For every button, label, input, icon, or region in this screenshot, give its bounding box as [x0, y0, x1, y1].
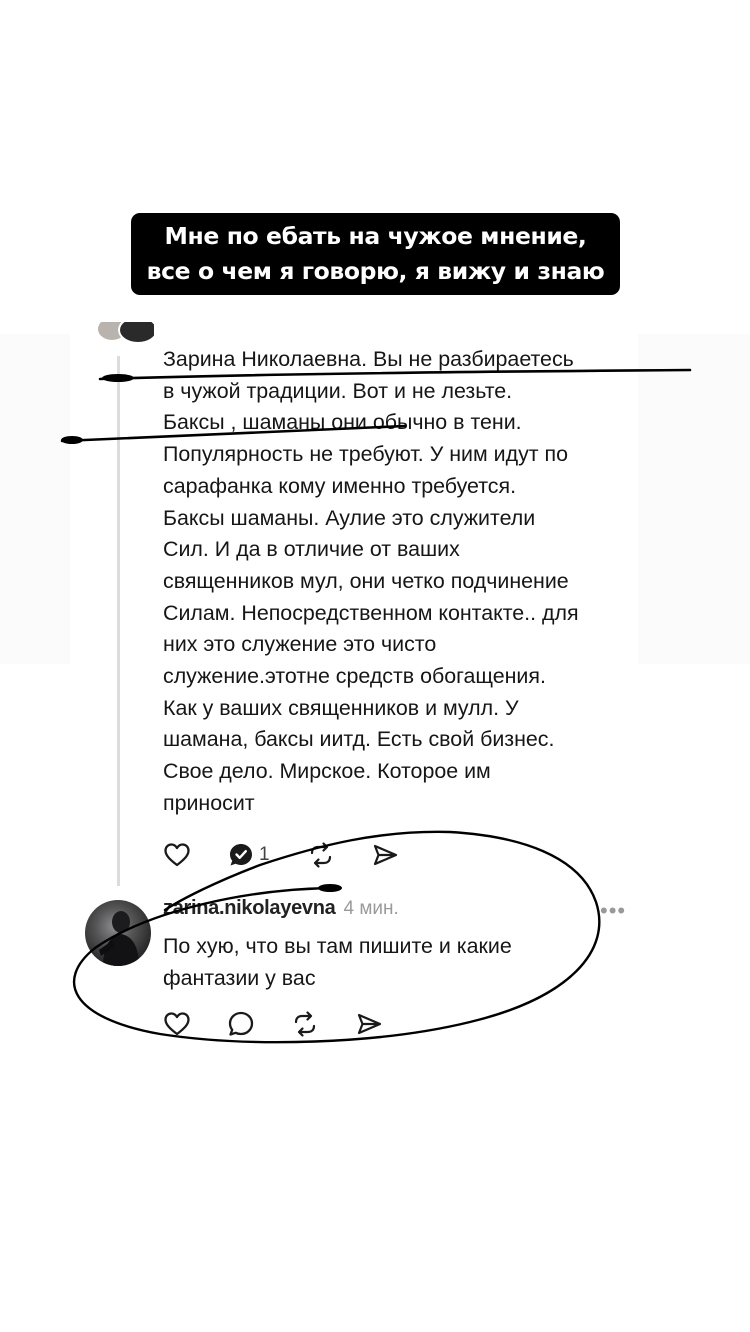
reply-header: [163, 897, 399, 920]
thread-connector-line: [117, 356, 120, 886]
comment-line: Свое дело. Мирское. Которое им: [163, 759, 491, 784]
comment-line: Баксы , шаманы они обычно в тени.: [163, 410, 522, 435]
send-icon[interactable]: [370, 840, 400, 870]
comment-line: Силам. Непосредственном контакте.. для: [163, 600, 579, 625]
reply-body: [163, 930, 593, 994]
comment-line: служение.этотне средств обогащения.: [163, 664, 546, 689]
reply-timestamp: 4 мин.: [343, 898, 399, 919]
send-icon[interactable]: [354, 1009, 384, 1039]
comment-line: шамана, баксы иитд. Есть свой бизнес.: [163, 727, 555, 752]
repost-icon[interactable]: [290, 1009, 320, 1039]
reply-line: фантазии у вас: [163, 966, 316, 990]
parent-avatar-cropped[interactable]: [98, 322, 154, 342]
reply-username[interactable]: zarina.nikolayevna: [163, 897, 336, 919]
comment-replied-icon[interactable]: [226, 840, 256, 870]
more-options-icon[interactable]: •••: [600, 898, 627, 923]
repost-icon[interactable]: [306, 840, 336, 870]
comment-line: Как у ваших священников и мулл. У: [163, 695, 519, 720]
comment-line: священников мул, они четко подчинение: [163, 568, 569, 593]
story-caption: [131, 213, 620, 295]
reply-count: 1: [259, 844, 270, 865]
reply-actions: [162, 1009, 384, 1039]
heart-icon[interactable]: [162, 1009, 192, 1039]
screenshot-backdrop-left: [0, 334, 70, 664]
comment-line: них это служение это чисто: [163, 632, 437, 657]
reply-line: По хую, что вы там пишите и какие: [163, 934, 512, 958]
comment-line: Баксы шаманы. Аулие это служители: [163, 505, 536, 530]
caption-line-1: Мне по ебать на чужое мнение,: [164, 222, 587, 250]
comment-line: в чужой традиции. Вот и не лезьте.: [163, 378, 513, 403]
avatar[interactable]: [85, 900, 151, 966]
comment-actions: [162, 840, 400, 870]
heart-icon[interactable]: [162, 840, 192, 870]
comment-line: Зарина Николаевна. Вы не разбираетесь: [163, 347, 574, 371]
comment-line: Популярность не требуют. У ним идут по: [163, 442, 568, 467]
screenshot-backdrop-right: [638, 334, 750, 664]
comment-line: сарафанка кому именно требуется.: [163, 473, 517, 498]
comment-line: приносит: [163, 790, 255, 815]
caption-line-2: все о чем я говорю, я вижу и знаю: [146, 257, 605, 285]
comment-body: [163, 344, 633, 820]
comment-line: Сил. И да в отличие от ваших: [163, 537, 460, 562]
comment-bubble-icon[interactable]: [226, 1009, 256, 1039]
